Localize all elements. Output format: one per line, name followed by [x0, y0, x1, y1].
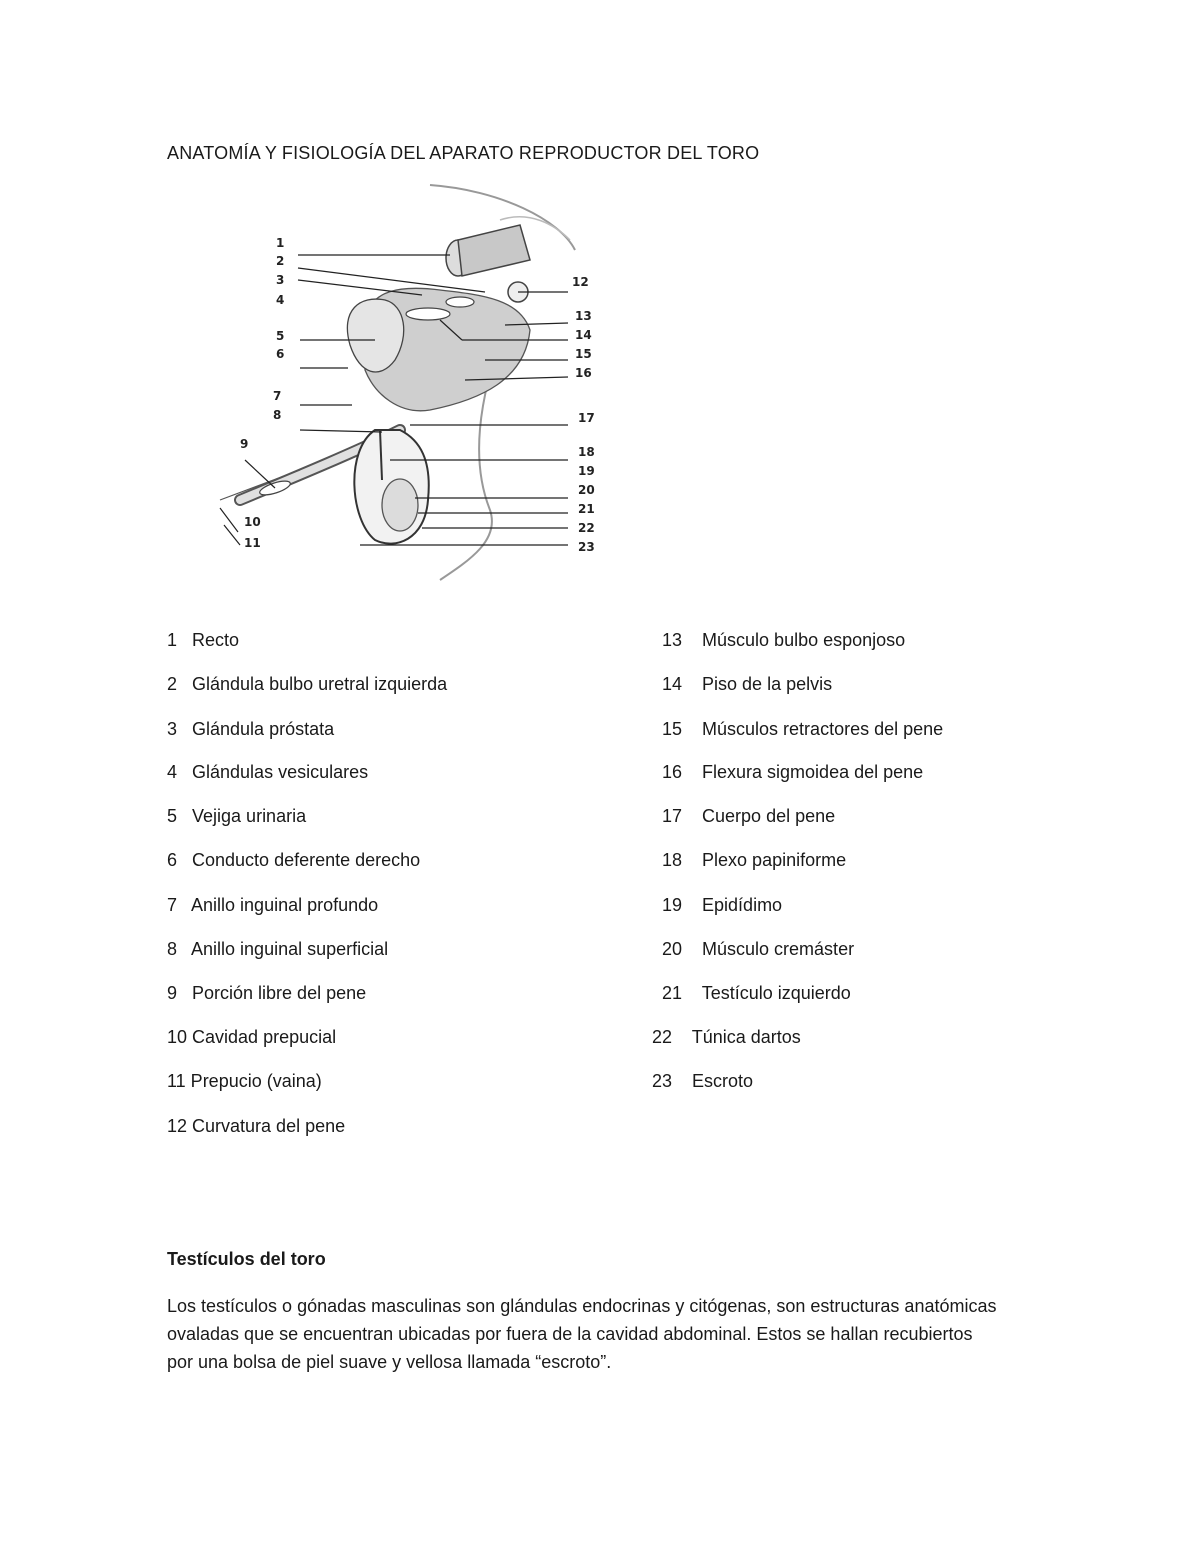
figure-label-17: 17: [578, 411, 595, 425]
legend-item-7: 7 Anillo inguinal profundo: [167, 895, 379, 915]
anatomy-illustration: [200, 180, 620, 590]
figure-label-10: 10: [244, 515, 261, 529]
legend-item-11: 11 Prepucio (vaina): [167, 1071, 322, 1091]
figure-label-7: 7: [273, 389, 282, 403]
legend-item-21: 21 Testículo izquierdo: [662, 983, 851, 1003]
figure-label-20: 20: [578, 483, 595, 497]
figure-label-6: 6: [276, 347, 285, 361]
legend-item-14: 14 Piso de la pelvis: [662, 674, 833, 694]
legend-item-23: 23 Escroto: [652, 1071, 754, 1091]
legend-item-3: 3 Glándula próstata: [167, 719, 335, 739]
figure-label-9: 9: [240, 437, 249, 451]
anatomy-diagram: [200, 180, 620, 590]
section-heading: Testículos del toro: [167, 1249, 326, 1269]
figure-label-11: 11: [244, 536, 261, 550]
legend-item-6: 6 Conducto deferente derecho: [167, 850, 421, 870]
figure-label-12: 12: [572, 275, 589, 289]
legend-item-2: 2 Glándula bulbo uretral izquierda: [167, 674, 448, 694]
legend-item-13: 13 Músculo bulbo esponjoso: [662, 630, 906, 650]
legend-item-8: 8 Anillo inguinal superficial: [167, 939, 389, 959]
figure-label-3: 3: [276, 273, 285, 287]
figure-label-2: 2: [276, 254, 285, 268]
legend-item-1: 1 Recto: [167, 630, 240, 650]
legend-item-4: 4 Glándulas vesiculares: [167, 762, 369, 782]
legend-item-16: 16 Flexura sigmoidea del pene: [662, 762, 924, 782]
figure-label-14: 14: [575, 328, 592, 342]
legend-item-17: 17 Cuerpo del pene: [662, 806, 836, 826]
body-paragraph: Los testículos o gónadas masculinas son glándulas endocrinas y citógenas, son estructuras anatómicas ovaladas que se encuentran ubicadas por fuera de la cavidad abdominal. Estos se hallan recubiertos por una bolsa de piel suave y vellosa llamada “escroto”.: [167, 1296, 997, 1372]
legend-item-18: 18 Plexo papiniforme: [662, 850, 847, 870]
figure-label-4: 4: [276, 293, 285, 307]
legend-item-12: 12 Curvatura del pene: [167, 1116, 346, 1136]
legend-item-22: 22 Túnica dartos: [652, 1027, 801, 1047]
figure-label-18: 18: [578, 445, 595, 459]
legend-item-20: 20 Músculo cremáster: [662, 939, 855, 959]
figure-label-1: 1: [276, 236, 285, 250]
figure-label-16: 16: [575, 366, 592, 380]
legend-item-15: 15 Músculos retractores del pene: [662, 719, 944, 739]
legend-item-5: 5 Vejiga urinaria: [167, 806, 307, 826]
legend-item-10: 10 Cavidad prepucial: [167, 1027, 337, 1047]
figure-label-13: 13: [575, 309, 592, 323]
figure-label-23: 23: [578, 540, 595, 554]
figure-label-22: 22: [578, 521, 595, 535]
page-title: ANATOMÍA Y FISIOLOGÍA DEL APARATO REPRODUCTOR DEL TORO: [167, 143, 760, 163]
legend-item-19: 19 Epidídimo: [662, 895, 783, 915]
figure-label-8: 8: [273, 408, 282, 422]
figure-label-5: 5: [276, 329, 285, 343]
legend-item-9: 9 Porción libre del pene: [167, 983, 367, 1003]
figure-label-15: 15: [575, 347, 592, 361]
figure-label-19: 19: [578, 464, 595, 478]
figure-label-21: 21: [578, 502, 595, 516]
rectum-shape: [446, 225, 530, 276]
